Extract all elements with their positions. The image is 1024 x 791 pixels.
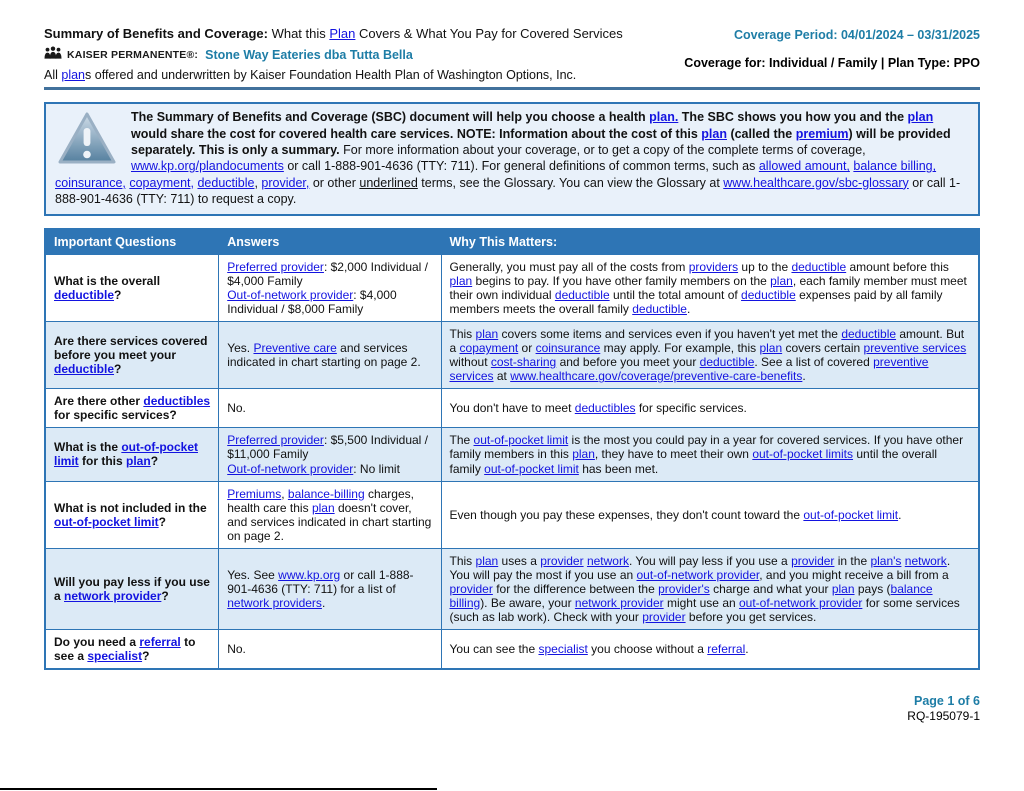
header-divider <box>44 87 980 90</box>
term-link[interactable]: coinsurance <box>535 341 601 356</box>
document-id: RQ-195079-1 <box>907 708 980 723</box>
term-link[interactable]: coinsurance, <box>55 175 126 190</box>
header-left <box>44 26 623 82</box>
term-link[interactable]: www.kp.org <box>278 567 341 582</box>
term-link[interactable]: plan <box>475 553 499 568</box>
term-link[interactable]: preventive services <box>449 355 929 384</box>
term-link[interactable]: balance-billing <box>287 486 365 501</box>
why-cell: The out-of-pocket limit is the most you could pay in a year for covered services. If you have other family members in this plan, they have to meet their own out-of-pocket limits until the overall family out-of-pocket limit has been met. <box>441 428 979 481</box>
term-link[interactable]: deductible <box>54 288 115 303</box>
sbc-info-box <box>44 102 980 215</box>
why-cell: This plan uses a provider network. You will pay less if you use a provider in the plan's network. You will pay the most if you use an out-of-network provider, and you might receive a bill from a provider for the difference between the provider's charge and what your plan pays (balance billing). Be aware, your network provider might use an out-of-network provider for some services (such as lab work). Check with your provider before you get services. <box>441 548 979 629</box>
term-link[interactable]: plan <box>831 581 855 596</box>
header-right <box>684 26 980 70</box>
table-row <box>45 389 979 428</box>
term-link[interactable]: deductible <box>841 327 897 342</box>
term-link[interactable]: referral <box>707 641 746 656</box>
table-row <box>45 322 979 389</box>
question-cell: Are there services covered before you meet your deductible? <box>45 322 219 389</box>
coverage-for: Coverage for: Individual / Family | Plan Type: PPO <box>684 56 980 70</box>
term-link[interactable]: Out-of-network provider <box>227 461 354 476</box>
question-cell: Are there other deductibles for specific services? <box>45 389 219 428</box>
term-link[interactable]: plan. <box>649 110 679 125</box>
term-link[interactable]: plan <box>126 454 151 469</box>
table-row <box>45 481 979 548</box>
question-cell: What is the out-of-pocket limit for this plan? <box>45 428 219 481</box>
term-link[interactable]: provider's <box>658 581 710 596</box>
term-link[interactable]: Preferred provider <box>227 260 324 275</box>
answer-cell: Premiums, balance-billing charges, health care this plan doesn't cover, and services indicated in chart starting on page 2. <box>219 481 441 548</box>
questions-table-body <box>45 255 979 669</box>
bottom-page-rule <box>0 788 437 790</box>
why-cell: Even though you pay these expenses, they don't count toward the out-of-pocket limit. <box>441 481 979 548</box>
term-link[interactable]: www.kp.org/plandocuments <box>131 159 284 174</box>
term-link[interactable]: out-of-pocket limit <box>54 440 198 469</box>
page-footer <box>44 694 980 723</box>
term-link[interactable]: plan <box>475 327 499 342</box>
answer-cell: No. <box>219 389 441 428</box>
term-link[interactable]: plan's <box>870 553 902 568</box>
table-header-row <box>45 229 979 255</box>
why-cell: You don't have to meet deductibles for specific services. <box>441 389 979 428</box>
term-link[interactable]: Preferred provider <box>227 433 324 448</box>
info-box-text: The Summary of Benefits and Coverage (SBC) document will help you choose a health plan. The SBC shows you how you and the plan would share the cost for covered health care services. NOTE: Information about the cost of this plan (called the premium) will be provided separately. This is only a summary. For more information about your coverage, or to get a copy of the complete terms of coverage, www.kp.org/plandocuments or call 1-888-901-4636 (TTY: 711). For general definitions of common terms, such as allowed amount, balance billing, coinsurance, copayment, deductible, provider, or other underlined terms, see the Glossary. You can view the Glossary at www.healthcare.gov/sbc-glossary or call 1-888-901-4636 (TTY: 711) to request a copy. <box>55 110 961 207</box>
col-header-why-this-matters: Why This Matters: <box>441 229 979 255</box>
term-link[interactable]: deductible <box>699 355 755 370</box>
term-link[interactable]: premium <box>795 126 849 141</box>
term-link[interactable]: network <box>904 553 947 568</box>
important-questions-table <box>44 228 980 670</box>
term-link[interactable]: provider <box>540 553 584 568</box>
term-link[interactable]: copayment, <box>129 175 194 190</box>
warning-triangle-icon <box>57 111 117 167</box>
underwritten-line: All plans offered and underwritten by Kaiser Foundation Health Plan of Washington Options, Inc. <box>44 68 577 83</box>
term-link[interactable]: Preventive care <box>253 341 337 356</box>
term-link[interactable]: providers <box>688 260 739 275</box>
term-link[interactable]: deductible <box>54 362 115 377</box>
question-cell: Do you need a referral to see a specialist? <box>45 629 219 669</box>
term-link[interactable]: network provider <box>574 595 664 610</box>
answer-cell: No. <box>219 629 441 669</box>
term-link[interactable]: out-of-pocket limit <box>803 507 899 522</box>
answer-cell: Preferred provider: $2,000 Individual / $4,000 Family Out-of-network provider: $4,000 Individual / $8,000 Family <box>219 255 441 322</box>
term-link[interactable]: deductible <box>632 302 687 317</box>
term-link[interactable]: Out-of-network provider <box>227 288 354 303</box>
term-link[interactable]: provider <box>642 609 686 624</box>
term-link[interactable]: plan <box>572 447 595 462</box>
term-link[interactable]: out-of-pocket limit <box>484 461 579 476</box>
term-link[interactable]: out-of-network provider <box>739 595 863 610</box>
answer-cell: Yes. Preventive care and services indicated in chart starting on page 2. <box>219 322 441 389</box>
coverage-period: Coverage Period: 04/01/2024 – 03/31/2025 <box>734 28 980 42</box>
question-cell: What is the overall deductible? <box>45 255 219 322</box>
term-link[interactable]: referral <box>139 634 181 649</box>
col-header-important-questions: Important Questions <box>45 229 219 255</box>
term-link[interactable]: deductible <box>791 260 847 275</box>
table-row <box>45 428 979 481</box>
term-link[interactable]: balance billing, <box>853 159 937 174</box>
term-link[interactable]: deductibles <box>574 401 636 416</box>
term-link[interactable]: plan <box>759 341 783 356</box>
term-link[interactable]: plan <box>61 68 86 83</box>
term-link[interactable]: out-of-pocket limit <box>54 514 159 529</box>
answer-cell: Yes. See www.kp.org or call 1-888-901-4636 (TTY: 711) for a list of network providers. <box>219 548 441 629</box>
term-link[interactable]: plan <box>701 126 727 141</box>
term-link[interactable]: network provider <box>64 588 162 603</box>
term-link[interactable]: specialist <box>538 641 588 656</box>
term-link[interactable]: deductible <box>741 288 796 303</box>
term-link[interactable]: plan <box>907 110 934 125</box>
term-link[interactable]: specialist <box>87 648 143 663</box>
term-link[interactable]: provider <box>449 581 493 596</box>
term-link[interactable]: preventive services <box>863 341 967 356</box>
term-link[interactable]: www.healthcare.gov/coverage/preventive-care-benefits <box>510 369 803 384</box>
term-link[interactable]: provider <box>791 553 835 568</box>
term-link[interactable]: cost-sharing <box>490 355 557 370</box>
term-link[interactable]: www.healthcare.gov/sbc-glossary <box>723 175 909 190</box>
brand-name: KAISER PERMANENTE®: <box>67 49 199 62</box>
document-header <box>44 26 980 82</box>
term-link[interactable]: allowed amount, <box>758 159 850 174</box>
group-name: Stone Way Eateries dba Tutta Bella <box>205 48 413 63</box>
term-link[interactable]: deductibles <box>143 394 211 409</box>
question-cell: Will you pay less if you use a network provider? <box>45 548 219 629</box>
answer-cell: Preferred provider: $5,500 Individual / $11,000 Family Out-of-network provider: No limit <box>219 428 441 481</box>
term-link[interactable]: deductible <box>554 288 610 303</box>
page-number: Page 1 of 6 <box>914 693 980 708</box>
table-row <box>45 548 979 629</box>
document-title: Summary of Benefits and Coverage: What this Plan Covers & What You Pay for Covered Services <box>44 26 623 41</box>
question-cell: What is not included in the out-of-pocket limit? <box>45 481 219 548</box>
term-link[interactable]: balance billing <box>449 581 933 610</box>
why-cell: This plan covers some items and services even if you haven't yet met the deductible amount. But a copayment or coinsurance may apply. For example, this plan covers certain preventive services without cost-sharing and before you meet your deductible. See a list of covered preventive services at www.healthcare.gov/coverage/preventive-care-benefits. <box>441 322 979 389</box>
why-cell: Generally, you must pay all of the costs from providers up to the deductible amount before this plan begins to pay. If you have other family members on the plan, each family member must meet their own individual deductible until the total amount of deductible expenses paid by all family members meets the overall family deductible. <box>441 255 979 322</box>
table-row <box>45 255 979 322</box>
table-row <box>45 629 979 669</box>
why-cell: You can see the specialist you choose without a referral. <box>441 629 979 669</box>
term-link[interactable]: Premiums <box>227 486 282 501</box>
term-link[interactable]: network providers <box>227 595 322 610</box>
term-link[interactable]: provider, <box>261 175 310 190</box>
term-link[interactable]: plan <box>770 274 793 289</box>
term-link[interactable]: plan <box>311 500 335 515</box>
term-link[interactable]: Plan <box>329 26 356 41</box>
term-link[interactable]: network <box>586 553 629 568</box>
kaiser-permanente-logo-icon <box>44 46 62 64</box>
term-link[interactable]: out-of-pocket limits <box>752 447 854 462</box>
term-link[interactable]: deductible <box>197 175 255 190</box>
brand-line <box>44 46 623 64</box>
term-link[interactable]: plan <box>449 274 473 289</box>
col-header-answers: Answers <box>219 229 441 255</box>
term-link[interactable]: copayment <box>459 341 519 356</box>
term-link[interactable]: out-of-pocket limit <box>473 433 569 448</box>
term-link[interactable]: out-of-network provider <box>636 567 760 582</box>
